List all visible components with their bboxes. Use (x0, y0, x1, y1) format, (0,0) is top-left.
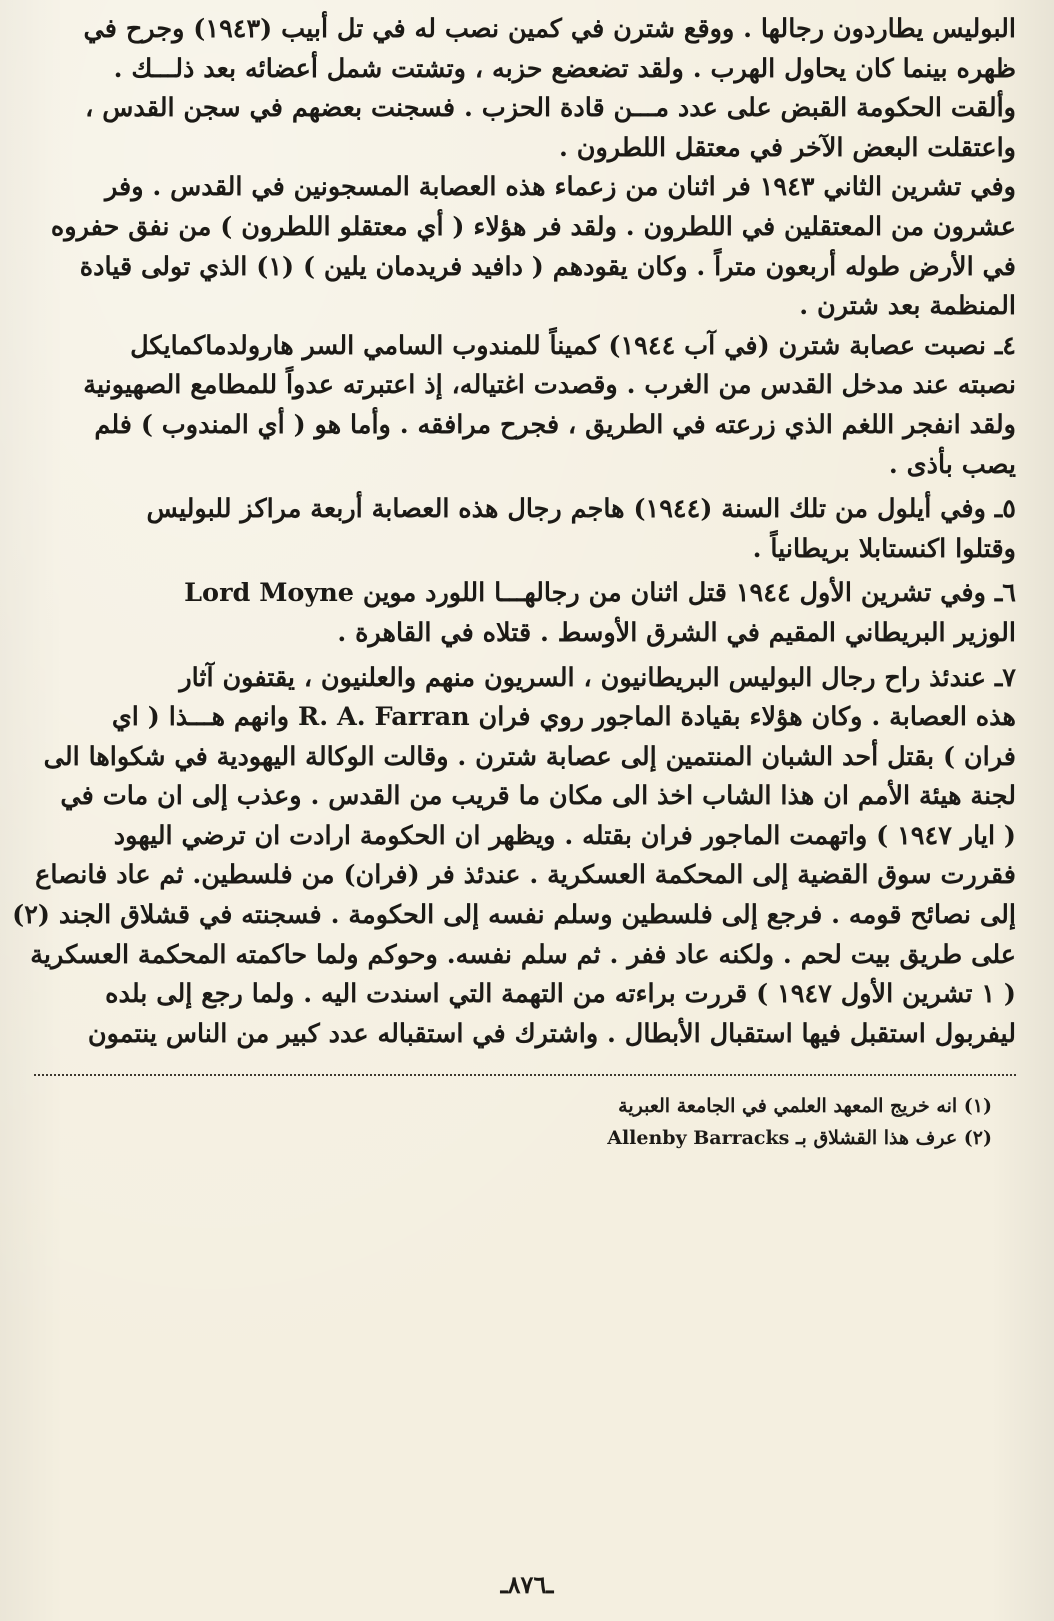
body-text (12, 10, 1016, 1054)
text-line: ٥ـ وفي أيلول من تلك السنة (١٩٤٤) هاجم رجال هذه العصابة أربعة مراكز للبوليس (146, 494, 1016, 525)
text-line: واعتقلت البعض الآخر في معتقل اللطرون . (558, 132, 1016, 163)
text-line: في الأرض طوله أربعون متراً . وكان يقودهم ( دافيد فريدمان يلين ) (١) الذي تولى قيادة (79, 251, 1016, 282)
footnote-1: (١) انه خريج المعهد العلمي في الجامعة العبرية (618, 1095, 992, 1118)
text-line: ٦ـ وفي تشرين الأول ١٩٤٤ قتل اثنان من رجالهـــا اللورد موين Lord Moyne (184, 578, 1016, 609)
text-line: عشرون من المعتقلين في اللطرون . ولقد فر هؤلاء ( أي معتقلو اللطرون ) من نفق حفروه (50, 211, 1016, 242)
text-line: فران ) بقتل أحد الشبان المنتمين إلى عصابة شترن . وقالت الوكالة اليهودية في شكواها الى (43, 741, 1016, 772)
text-line: هذه العصابة . وكان هؤلاء بقيادة الماجور روي فران R. A. Farran وانهم هـــذا ( اي (111, 702, 1016, 733)
text-line: وقتلوا اكنستابلا بريطانياً . (752, 533, 1016, 564)
text-line: البوليس يطاردون رجالها . ووقع شترن في كمين نصب له في تل أبيب (١٩٤٣) وجرح في (83, 14, 1016, 44)
footnotes (34, 1090, 1016, 1154)
text-line: يصب بأذى . (888, 449, 1016, 480)
footnote-2: (٢) عرف هذا القشلاق بـ Allenby Barracks (607, 1127, 992, 1150)
text-line: ( ١ تشرين الأول ١٩٤٧ ) قررت براءته من التهمة التي اسندت اليه . ولما رجع إلى بلده (105, 979, 1016, 1010)
text-line: ليفربول استقبل فيها استقبال الأبطال . واشترك في استقباله عدد كبير من الناس ينتمون (87, 1018, 1016, 1049)
text-line: ولقد انفجر اللغم الذي زرعته في الطريق ، فجرح مرافقه . وأما هو ( أي المندوب ) فلم (94, 409, 1016, 440)
text-line: على طريق بيت لحم . ولكنه عاد ففر . ثم سلم نفسه. وحوكم ولما حاكمته المحكمة العسكرية (30, 939, 1016, 970)
text-line: نصبته عند مدخل القدس من الغرب . وقصدت اغتياله، إذ اعتبرته عدواً للمطامع الصهيونية (83, 370, 1016, 401)
text-line: الوزير البريطاني المقيم في الشرق الأوسط . قتلاه في القاهرة . (337, 617, 1016, 648)
text-line: ( ايار ١٩٤٧ ) واتهمت الماجور فران بقتله . ويظهر ان الحكومة ارادت ان ترضي اليهود (113, 820, 1016, 851)
text-line: ٧ـ عندئذ راح رجال البوليس البريطانيون ، السريون منهم والعلنيون ، يقتفون آثار (179, 662, 1016, 693)
text-line: وفي تشرين الثاني ١٩٤٣ فر اثنان من زعماء هذه العصابة المسجونين في القدس . وفر (104, 172, 1016, 203)
text-line: المنظمة بعد شترن . (799, 291, 1016, 322)
text-line: ظهره بينما كان يحاول الهرب . ولقد تضعضع حزبه ، وتشتت شمل أعضائه بعد ذلـــك . (113, 53, 1016, 84)
text-line: إلى نصائح قومه . فرجع إلى فلسطين وسلم نفسه إلى الحكومة . فسجنته في قشلاق الجند (٢) (12, 900, 1016, 931)
page-number: ـ٨٧٦ـ (500, 1570, 554, 1599)
text-line: لجنة هيئة الأمم ان هذا الشاب اخذ الى مكان ما قريب من القدس . وعذب إلى ان مات في (60, 781, 1016, 812)
footnote-separator (34, 1074, 1016, 1076)
text-line: ٤ـ نصبت عصابة شترن (في آب ١٩٤٤) كميناً للمندوب السامي السر هارولدماكمايكل (130, 330, 1016, 361)
text-line: فقررت سوق القضية إلى المحكمة العسكرية . عندئذ فر (فران) من فلسطين. ثم عاد فانصاع (35, 860, 1016, 891)
text-line: وألقت الحكومة القبض على عدد مـــن قادة الحزب . فسجنت بعضهم في سجن القدس ، (85, 93, 1016, 124)
